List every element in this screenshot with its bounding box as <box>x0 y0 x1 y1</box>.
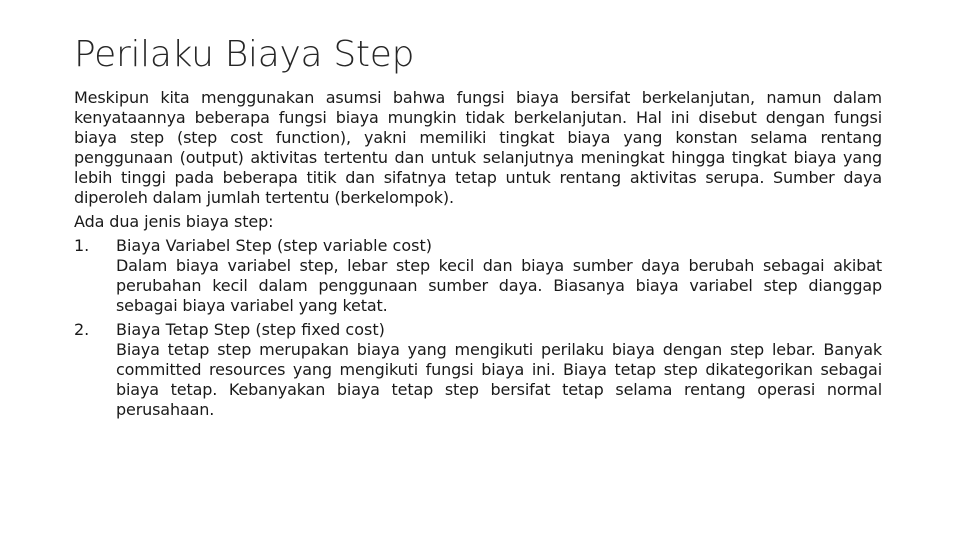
list-item-fixed-step <box>74 320 882 420</box>
list-item-head <box>74 236 882 256</box>
list-item-heading: Biaya Tetap Step (step fixed cost) <box>116 320 385 339</box>
slide-body <box>74 88 882 424</box>
intro-paragraph: Meskipun kita menggunakan asumsi bahwa fungsi biaya bersifat berkelanjutan, namun dalam kenyataannya beberapa fungsi biaya mungkin tidak berkelanjutan. Hal ini disebut dengan fungsi biaya step (step cost function), yakni memiliki tingkat biaya yang konstan selama rentang penggunaan (output) aktivitas tertentu dan untuk selanjutnya meningkat hingga tingkat biaya yang lebih tinggi pada beberapa titik dan sifatnya tetap untuk rentang aktivitas serupa. Sumber daya diperoleh dalam jumlah tertentu (berkelompok). <box>74 88 882 207</box>
list-item-variable-step <box>74 236 882 316</box>
list-item-heading: Biaya Variabel Step (step variable cost) <box>116 236 432 255</box>
list-item-head <box>74 320 882 340</box>
slide-title: Perilaku Biaya Step <box>74 34 415 75</box>
list-item-number: 1. <box>74 236 90 255</box>
list-item-description: Biaya tetap step merupakan biaya yang mengikuti perilaku biaya dengan step lebar. Banyak committed resources yang mengikuti fungsi biaya ini. Biaya tetap step dikategorikan sebagai biaya tetap. Kebanyakan biaya tetap step bersifat tetap selama rentang operasi normal perusahaan. <box>116 340 882 419</box>
list-intro: Ada dua jenis biaya step: <box>74 212 274 231</box>
list-item-number: 2. <box>74 320 90 339</box>
list-item-description: Dalam biaya variabel step, lebar step kecil dan biaya sumber daya berubah sebagai akibat perubahan kecil dalam penggunaan sumber daya. Biasanya biaya variabel step dianggap sebagai biaya variabel yang ketat. <box>116 256 882 315</box>
